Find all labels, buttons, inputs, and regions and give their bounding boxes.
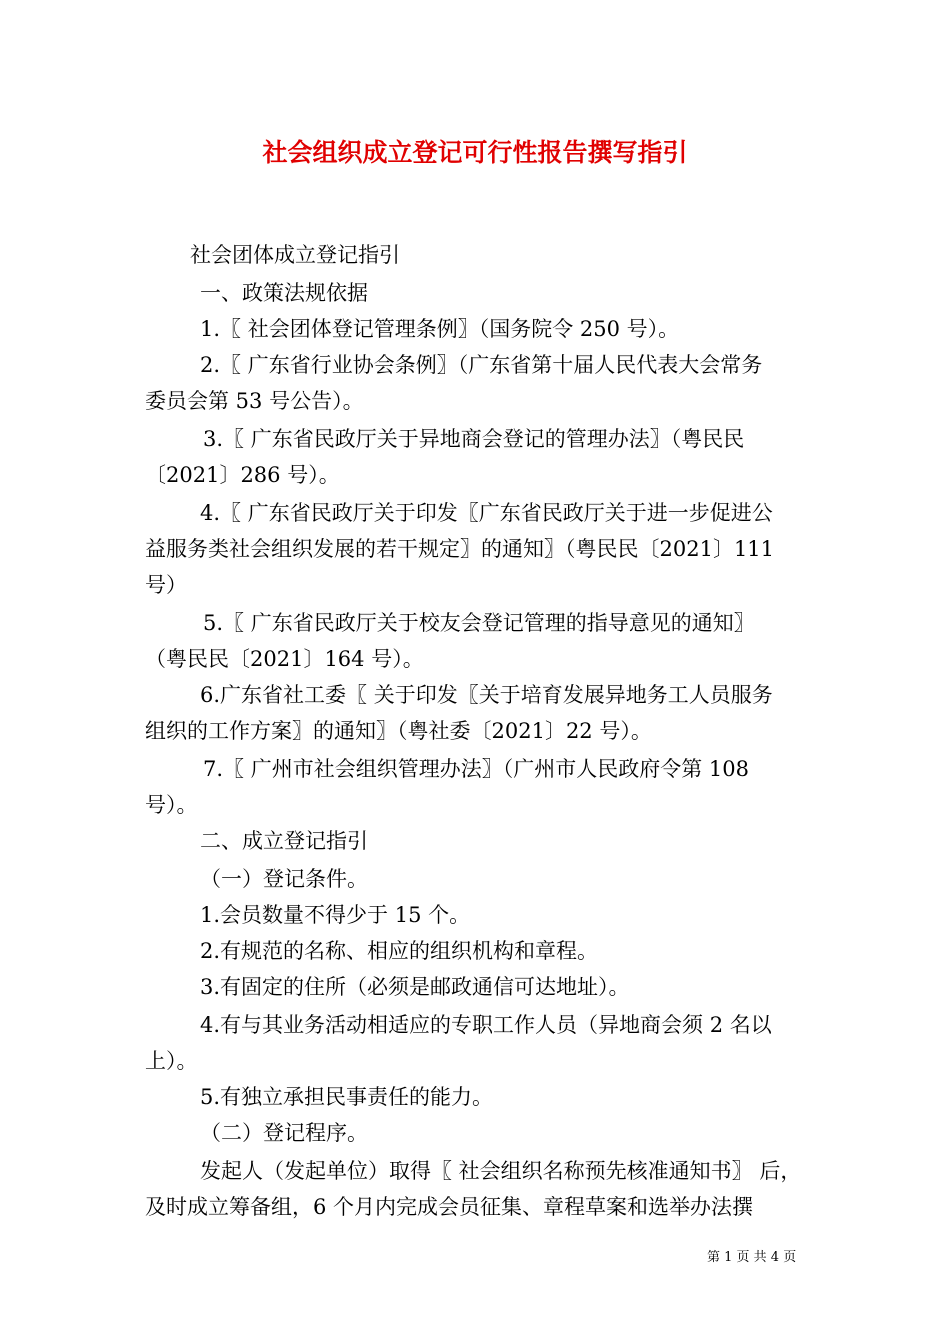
paragraph-line: 4.〖 广东省民政厅关于印发〖广东省民政厅关于进一步促进公 <box>200 501 773 525</box>
paragraph-line: 4.有与其业务活动相适应的专职工作人员（异地商会须 2 名以 <box>200 1013 772 1037</box>
paragraph-line: 及时成立筹备组，6 个月内完成会员征集、章程草案和选举办法撰 <box>145 1195 754 1219</box>
paragraph-line: 1.〖 社会团体登记管理条例〗（国务院令 250 号）。 <box>200 317 680 341</box>
paragraph-line: 号）。 <box>145 793 198 817</box>
paragraph-line: 3.有固定的住所（必须是邮政通信可达地址）。 <box>200 975 630 999</box>
section-heading: 社会团体成立登记指引 <box>190 243 400 267</box>
paragraph-line: 2.〖 广东省行业协会条例〗（广东省第十届人民代表大会常务 <box>200 353 763 377</box>
subsection-heading: （一）登记条件。 <box>200 867 368 891</box>
subsection-heading: （二）登记程序。 <box>200 1121 368 1145</box>
section-heading: 一、政策法规依据 <box>200 281 368 305</box>
paragraph-line: 益服务类社会组织发展的若干规定〗的通知〗（粤民民〔2021〕111 <box>145 537 775 561</box>
page-number: 第 1 页 共 4 页 <box>707 1250 797 1265</box>
section-heading: 二、成立登记指引 <box>200 829 368 853</box>
paragraph-line: 发起人（发起单位）取得〖 社会组织名称预先核准通知书〗 后， <box>200 1159 802 1183</box>
paragraph-line: 5.有独立承担民事责任的能力。 <box>200 1085 494 1109</box>
paragraph-line: （粤民民〔2021〕164 号）。 <box>145 647 424 671</box>
paragraph-line: 号） <box>145 573 187 597</box>
paragraph-line: 5.〖 广东省民政厅关于校友会登记管理的指导意见的通知〗 <box>203 611 755 635</box>
paragraph-line: 6.广东省社工委〖 关于印发〖关于培育发展异地务工人员服务 <box>200 683 773 707</box>
paragraph-line: 3.〖 广东省民政厅关于异地商会登记的管理办法〗（粤民民 <box>203 427 745 451</box>
paragraph-line: 2.有规范的名称、相应的组织机构和章程。 <box>200 939 599 963</box>
paragraph-line: 委员会第 53 号公告）。 <box>145 389 364 413</box>
paragraph-line: 1.会员数量不得少于 15 个。 <box>200 903 471 927</box>
paragraph-line: 组织的工作方案〗的通知〗（粤社委〔2021〕22 号）。 <box>145 719 652 743</box>
paragraph-line: 7.〖 广州市社会组织管理办法〗（广州市人民政府令第 108 <box>203 757 749 781</box>
paragraph-line: 上）。 <box>145 1049 198 1073</box>
paragraph-line: 〔2021〕286 号）。 <box>145 463 340 487</box>
page-title: 社会组织成立登记可行性报告撰写指引 <box>262 138 688 167</box>
